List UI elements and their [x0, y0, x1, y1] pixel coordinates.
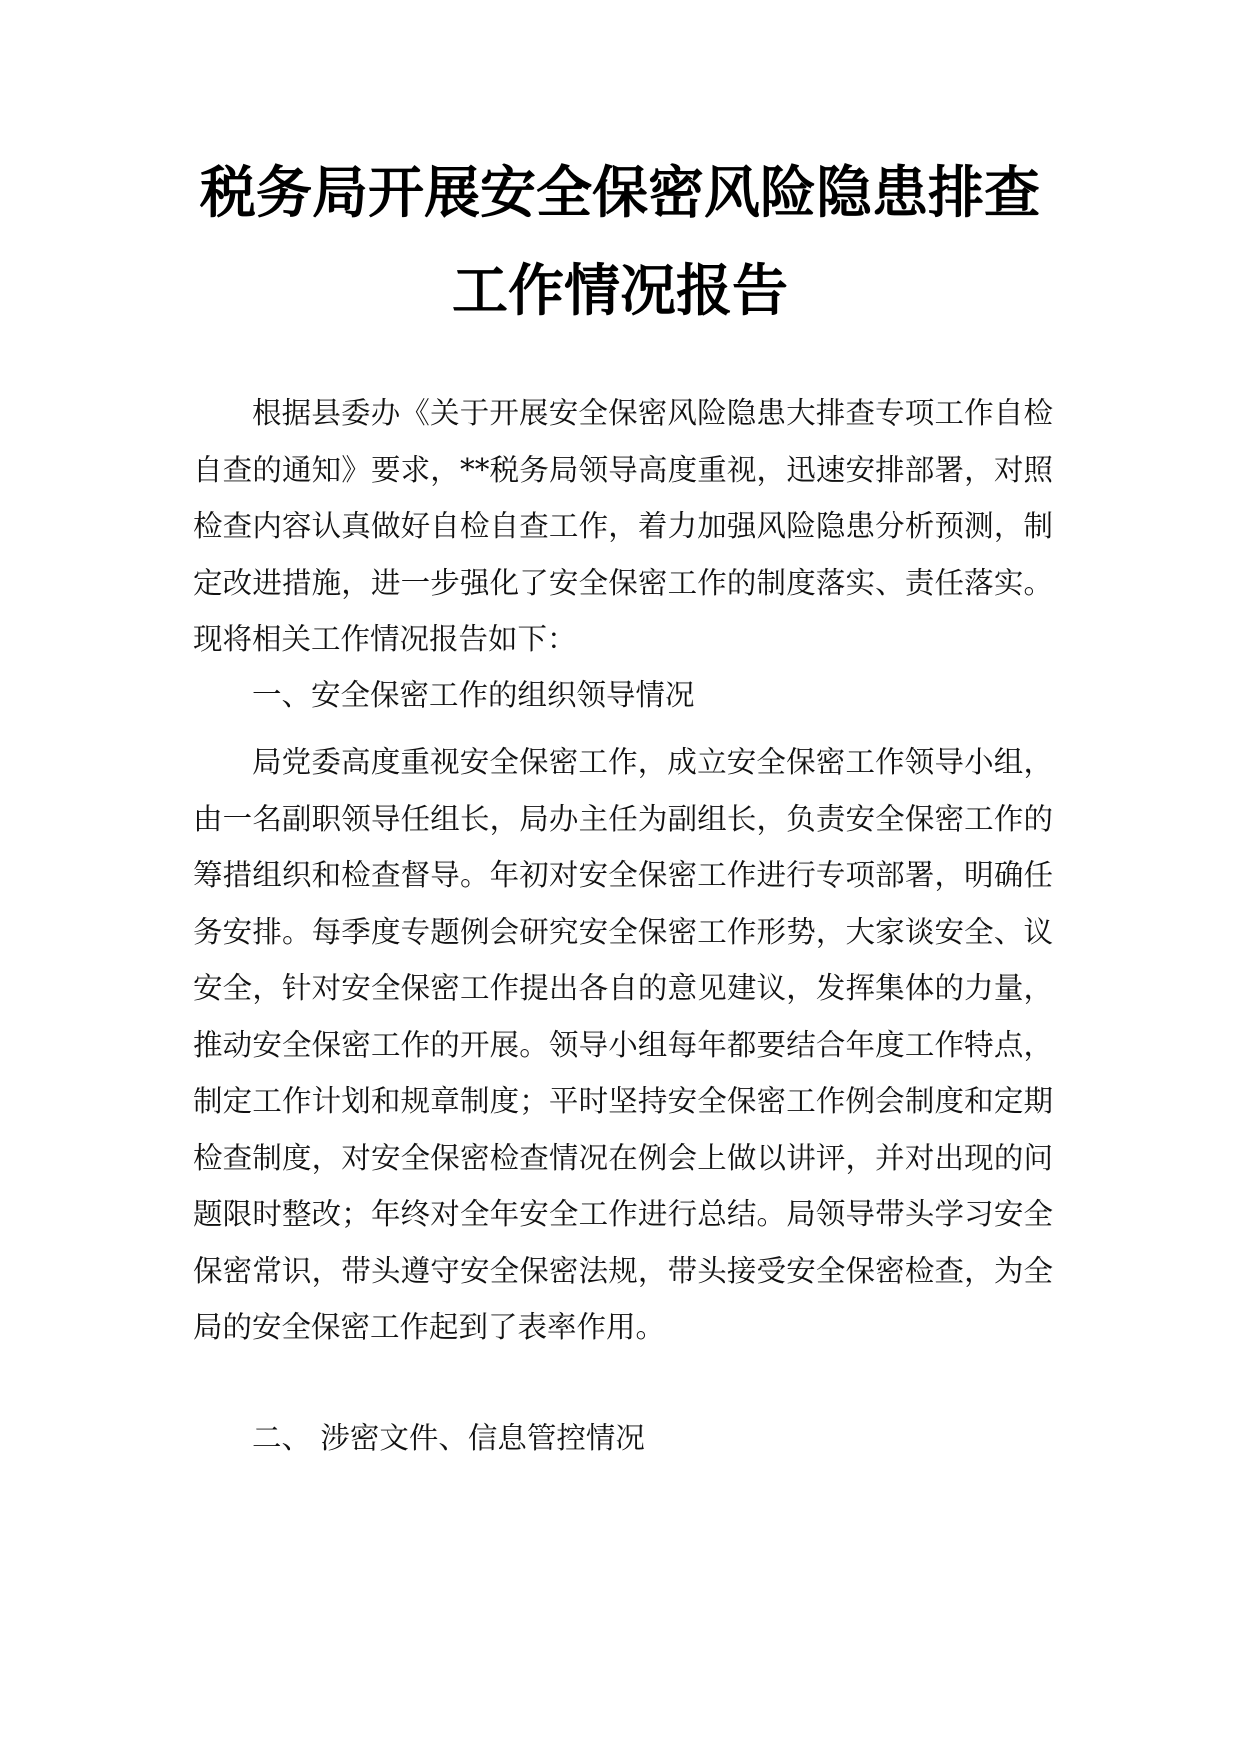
- document-title-line-1: 税务局开展安全保密风险隐患排查: [200, 161, 1040, 226]
- document-title-line-2: 工作情况报告: [452, 259, 788, 324]
- section-1-paragraph: 局党委高度重视安全保密工作，成立安全保密工作领导小组，由一名副职领导任组长，局办主任为副组长，负责安全保密工作的筹措组织和检查督导。年初对安全保密工作进行专项部署，明确任务安排。每季度专题例会研究安全保密工作形势，大家谈安全、议安全，针对安全保密工作提出各自的意见建议，发挥集体的力量，推动安全保密工作的开展。领导小组每年都要结合年度工作特点，制定工作计划和规章制度；平时坚持安全保密工作例会制度和定期检查制度，对安全保密检查情况在例会上做以讲评，并对出现的问题限时整改；年终对全年安全工作进行总结。局领导带头学习安全保密常识，带头遵守安全保密法规，带头接受安全保密检查，为全局的安全保密工作起到了表率作用。: [193, 745, 1053, 1344]
- section-heading-1: 一、安全保密工作的组织领导情况: [252, 678, 695, 712]
- intro-paragraph: 根据县委办《关于开展安全保密风险隐患大排查专项工作自检自查的通知》要求，**税务局领导高度重视，迅速安排部署，对照检查内容认真做好自检自查工作，着力加强风险隐患分析预测，制定改进措施，进一步强化了安全保密工作的制度落实、责任落实。现将相关工作情况报告如下：: [193, 396, 1053, 656]
- section-heading-2: 二、 涉密文件、信息管控情况: [252, 1421, 645, 1455]
